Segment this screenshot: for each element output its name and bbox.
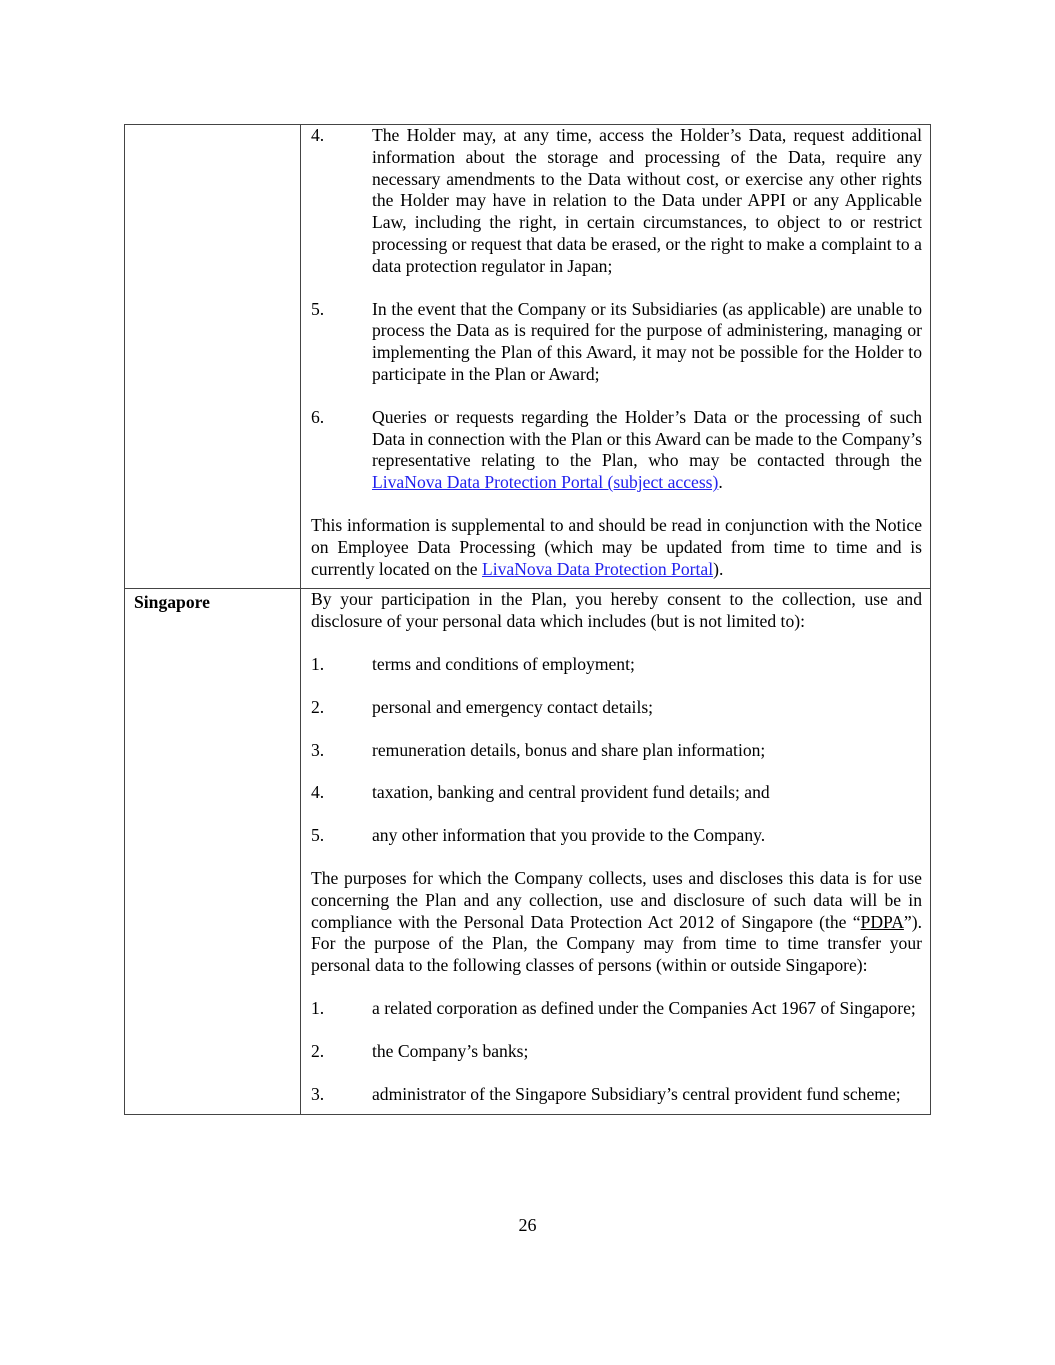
purposes-paragraph [311, 868, 922, 977]
japan-row [125, 125, 931, 589]
list-item [311, 782, 922, 804]
list-item [311, 299, 922, 386]
list-item [311, 825, 922, 847]
item-text: remuneration details, bonus and share plan information; [372, 739, 766, 760]
item-text: taxation, banking and central provident fund details; and [372, 782, 770, 803]
list-item [311, 407, 922, 494]
country-name: Singapore [134, 592, 210, 613]
japan-numbered-list [311, 125, 922, 494]
recipients-list [311, 998, 922, 1105]
list-item [311, 1084, 922, 1106]
japan-content-cell [301, 125, 931, 589]
pdpa-defined-term: PDPA [860, 911, 904, 932]
list-item [311, 697, 922, 719]
country-cell-empty [125, 125, 301, 589]
country-cell [125, 589, 301, 1115]
item-text-lead: Queries or requests regarding the Holder’s Data or the processing of such Data in connection with the Plan or this Award can be made to the Company’s representative relating to the Plan, who may be contacted through the [372, 406, 922, 471]
country-provisions-table [124, 124, 931, 1115]
item-text [372, 407, 922, 494]
closing-text: This information is supplemental to and should be read in conjunction with the Notice on Employee Data Processing (which may be updated from time to time and is currently located on the [311, 514, 922, 579]
singapore-row [125, 589, 931, 1115]
item-text: terms and conditions of employment; [372, 653, 635, 674]
item-number: 6. [311, 406, 325, 427]
item-number: 1. [311, 997, 325, 1018]
item-number: 3. [311, 739, 325, 760]
page-number: 26 [518, 1215, 537, 1235]
item-number: 5. [311, 825, 325, 846]
list-item [311, 125, 922, 278]
list-item [311, 1041, 922, 1063]
list-item [311, 654, 922, 676]
list-item [311, 740, 922, 762]
item-text: any other information that you provide to the Company. [372, 825, 766, 846]
item-text: In the event that the Company or its Subsidiaries (as applicable) are unable to process the Data as is required for the purpose of administering, managing or implementing the Plan of this Award, it may not be possible for the Holder to participate in the Plan or Award; [372, 298, 922, 384]
item-number: 2. [311, 696, 325, 717]
supplemental-notice-paragraph [311, 515, 922, 588]
purposes-text: The purposes for which the Company collects, uses and discloses this data is for use concerning the Plan and any collection, use and disclosure of such data will be in compliance with the Personal Data Protection Act 2012 of Singapore (the “ [311, 867, 922, 932]
item-number: 5. [311, 298, 325, 319]
consent-intro-paragraph: By your participation in the Plan, you hereby consent to the collection, use and disclosure of your personal data which includes (but is not limited to): [311, 589, 922, 632]
personal-data-list [311, 654, 922, 847]
item-number: 4. [311, 782, 325, 803]
list-item [311, 998, 922, 1020]
item-text: administrator of the Singapore Subsidiary’s central provident fund scheme; [372, 1083, 901, 1104]
subject-access-portal-link[interactable]: LivaNova Data Protection Portal (subject access) [372, 472, 719, 493]
item-text: The Holder may, at any time, access the Holder’s Data, request additional information about the storage and processing of the Data, require any necessary amendments to the Data without cost, or exercise any other rights the Holder may have in relation to the Data under APPI or any Applicable Law, including the right, in certain circumstances, to object to or restrict processing or request that data be erased, or the right to make a complaint to a data protection regulator in Japan; [372, 125, 922, 276]
closing-tail: ). [713, 558, 724, 579]
item-number: 4. [311, 125, 325, 145]
item-number: 2. [311, 1040, 325, 1061]
purposes-text-tail: ”). For the purpose of the Plan, the Company may from time to time transfer your personal data to the following classes of persons (within or outside Singapore): [311, 911, 922, 976]
item-text: a related corporation as defined under the Companies Act 1967 of Singapore; [372, 997, 916, 1018]
item-number: 1. [311, 653, 325, 674]
singapore-content-cell [301, 589, 931, 1115]
item-number: 3. [311, 1083, 325, 1104]
item-text: personal and emergency contact details; [372, 696, 654, 717]
item-text: the Company’s banks; [372, 1040, 529, 1061]
data-protection-portal-link[interactable]: LivaNova Data Protection Portal [481, 558, 714, 579]
item-text-tail: . [718, 472, 723, 493]
